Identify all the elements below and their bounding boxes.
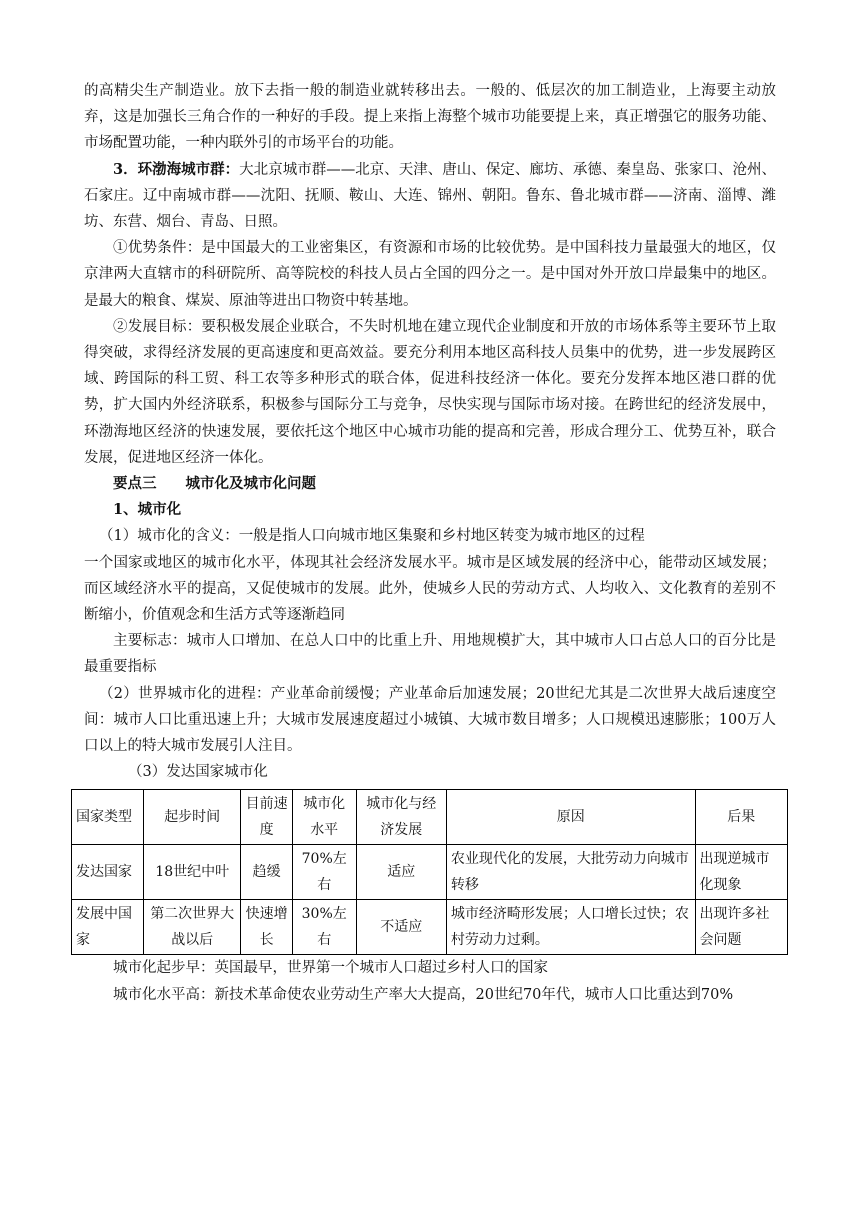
table-cell: 趋缓 [241,845,292,900]
table-cell: 70%左右 [292,845,356,900]
table-header-cell: 国家类型 [72,790,144,845]
document-page [76,78,776,1008]
paragraph-high-level: 城市化水平高：新技术革命使农业劳动生产率大大提高，20世纪70年代，城市人口比重达到70% [113,986,734,1003]
table-header-cell: 目前速度 [241,790,292,845]
table-header-cell: 城市化与经济发展 [356,790,446,845]
table-header-cell: 城市化水平 [292,790,356,845]
table-cell: 快速增长 [241,900,292,955]
bohai-heading: 3．环渤海城市群： [113,160,240,178]
table-cell: 30%左右 [292,900,356,955]
paragraph-level: 一个国家或地区的城市化水平，体现其社会经济发展水平。城市是区域发展的经济中心，能带动区域发展；而区域经济水平的提高，又促使城市的发展。此外，使城乡人民的劳动方式、人均收入、文化教育的差别不断缩小，价值观念和生活方式等逐渐趋同 [84,554,776,624]
table-cell: 发展中国家 [72,900,144,955]
table-cell: 出现逆城市化现象 [695,845,787,900]
table-header-cell: 后果 [695,790,787,845]
paragraph-bohai [84,157,776,236]
heading-urbanization: 1、城市化 [113,501,182,519]
paragraph-goals: ②发展目标：要积极发展企业联合，不失时机地在建立现代企业制度和开放的市场体系等主要环节上取得突破，求得经济发展的更高速度和更高效益。要充分利用本地区高科技人员集中的优势，进一步发展跨区域、跨国际的科工贸、科工农等多种形式的联合体，促进科技经济一体化。要充分发挥本地区港口群的优势，扩大国内外经济联系，积极参与国际分工与竞争，尽快实现与国际市场对接。在跨世纪的经济发展中，环渤海地区经济的快速发展，要依托这个地区中心城市功能的提高和完善，形成合理分工、优势互补，联合发展，促进地区经济一体化。 [84,318,776,466]
table-cell: 城市经济畸形发展；人口增长过快；农村劳动力过剩。 [446,900,695,955]
paragraph-definition: （1）城市化的含义：一般是指人口向城市地区集聚和乡村地区转变为城市地区的过程 [99,528,645,545]
table-header-cell: 起步时间 [143,790,241,845]
table-cell: 农业现代化的发展，大批劳动力向城市转移 [446,845,695,900]
table-cell: 不适应 [356,900,446,955]
paragraph-indicator: 主要标志：城市人口增加、在总人口中的比重上升、用地规模扩大，其中城市人口占总人口的百分比是最重要指标 [84,633,776,676]
urbanization-table [71,789,788,955]
paragraph-shanghai: 的高精尖生产制造业。放下去指一般的制造业就转移出去。一般的、低层次的加工制造业，上海要主动放弃，这是加强长三角合作的一种好的手段。提上来指上海整个城市功能要提上来，真正增强它的服务功能、市场配置功能，一种内联外引的市场平台的功能。 [84,83,776,152]
table-cell: 发达国家 [72,845,144,900]
table-cell: 第二次世界大战以后 [143,900,241,955]
table-header-row [72,790,788,845]
heading-point3: 要点三 城市化及城市化问题 [113,475,316,493]
table-cell: 适应 [356,845,446,900]
table-cell: 18世纪中叶 [143,845,241,900]
paragraph-advantages: ①优势条件：是中国最大的工业密集区，有资源和市场的比较优势。是中国科技力量最强大的地区，仅京津两大直辖市的科研院所、高等院校的科技人员占全国的四分之一。是中国对外开放口岸最集中的地区。是最大的粮食、煤炭、原油等进出口物资中转基地。 [84,240,776,309]
paragraph-early-start: 城市化起步早：英国最早，世界第一个城市人口超过乡村人口的国家 [113,960,548,977]
table-row [72,900,788,955]
table-row [72,845,788,900]
table-cell: 出现许多社会问题 [695,900,787,955]
paragraph-developed-heading: （3）发达国家城市化 [128,764,268,781]
bohai-text: 大北京城市群——北京、天津、唐山、保定、廊坊、承德、秦皇岛、张家口、沧州、石家庄。辽中南城市群——沈阳、抚顺、鞍山、大连、锦州、朝阳。鲁东、鲁北城市群——济南、淄博、潍坊、东营、烟台、青岛、日照。 [84,161,776,231]
table-header-cell: 原因 [446,790,695,845]
paragraph-world-process: （2）世界城市化的进程：产业革命前缓慢；产业革命后加速发展；20世纪尤其是二次世界大战后速度空间：城市人口比重迅速上升；大城市发展速度超过小城镇、大城市数目增多；人口规模迅速膨胀；100万人口以上的特大城市发展引人注目。 [84,685,776,755]
